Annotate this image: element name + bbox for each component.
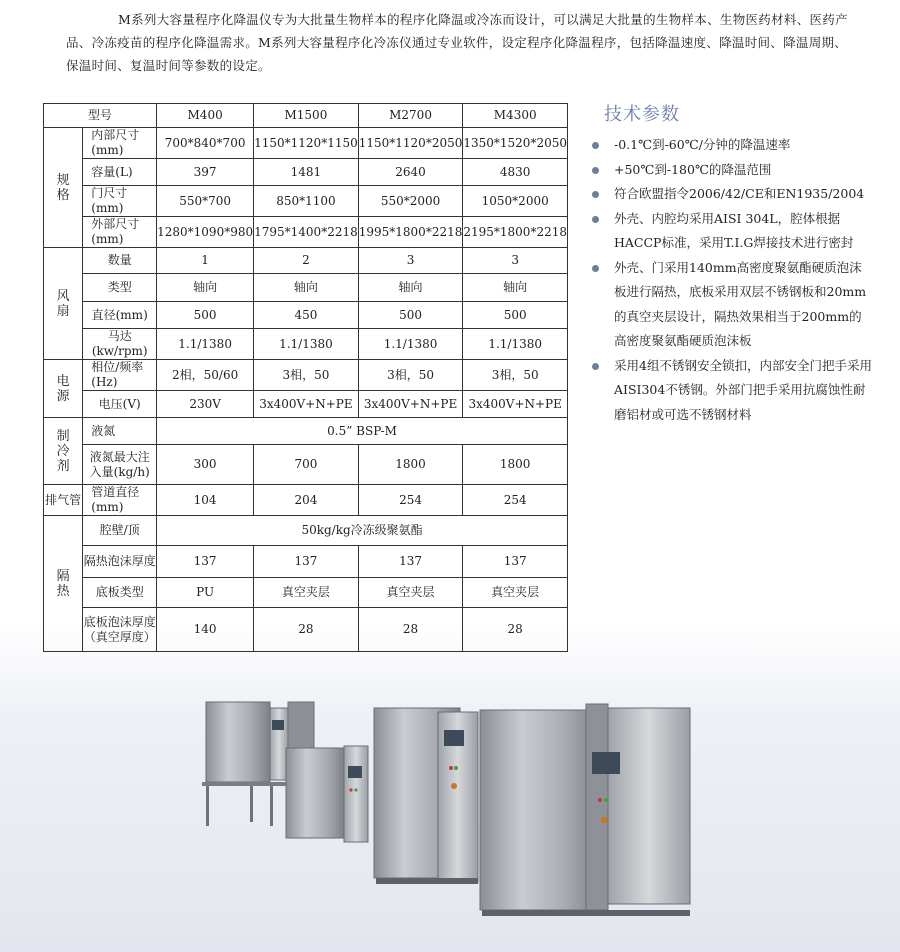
row-label [83,516,157,546]
row-label-text: 内部尺寸(mm) [91,128,140,157]
cell: 1 [157,248,254,274]
cell: 2195*1800*2218 [463,217,568,248]
row-label [83,217,157,248]
group-label-power [44,360,83,418]
cell: 1.1/1380 [358,329,463,360]
cell: 1.1/1380 [254,329,359,360]
cell: 3相，50 [254,360,359,391]
bullet-icon [592,142,599,149]
table-row [44,485,568,516]
cell: 1481 [254,159,359,186]
cell: 137 [358,546,463,578]
group-text: 风扇 [56,288,70,319]
group-label-fan [44,248,83,360]
list-item [592,182,872,207]
cell: 轴向 [463,274,568,302]
cell: 1800 [358,445,463,485]
cabinet-m1500 [286,746,368,842]
intro-paragraph: M系列大容量程序化降温仪专为大批量生物样本的程序化降温或冷冻而设计，可以满足大批量的生物样本、生物医药材料、医药产品、冷冻疫苗的程序化降温需求。M系列大容量程序化冷冻仪通过专业软件，设定程序化降温程序，包括降温速度、降温时间、降温周期、保温时间、复温时间等参数的设定。 [66,12,848,73]
cabinet-m4300 [480,704,690,916]
product-photo [188,690,708,930]
table-row [44,578,568,608]
spec-table [43,103,568,652]
row-label [83,418,157,445]
row-label [83,485,157,516]
cell: 3相，50 [463,360,568,391]
cell: 1350*1520*2050 [463,128,568,159]
cell: 3x400V+N+PE [463,391,568,418]
cell: 1795*1400*2218 [254,217,359,248]
row-label [83,578,157,608]
row-label [83,274,157,302]
row-label [83,186,157,217]
row-label [83,159,157,186]
table-row [44,248,568,274]
tech-params-list [592,133,872,427]
row-label [83,302,157,329]
cell: 2640 [358,159,463,186]
tech-params-title: 技术参数 [604,104,680,125]
group-text: 排气管 [45,492,82,507]
list-item [592,207,872,256]
table-header-row [44,104,568,128]
cell: 500 [157,302,254,329]
cell: 真空夹层 [254,578,359,608]
header-model: M2700 [358,104,463,128]
cell-merged: 50kg/kg冷冻级聚氨酯 [157,516,568,546]
cell: 850*1100 [254,186,359,217]
group-text: 制冷剂 [56,428,70,474]
bullet-icon [592,216,599,223]
cell: 1050*2000 [463,186,568,217]
row-label-text: 直径(mm) [91,307,148,322]
cell: 397 [157,159,254,186]
table-row [44,391,568,418]
cell: 204 [254,485,359,516]
header-model: M1500 [254,104,359,128]
cell: 3相，50 [358,360,463,391]
cell: 137 [463,546,568,578]
cell: 140 [157,608,254,652]
list-item-text: 外壳、内腔均采用AISI 304L，腔体根据HACCP标准，采用T.I.G焊接技术进行密封 [614,210,854,250]
cell: 700 [254,445,359,485]
header-model-label: 型号 [44,104,157,128]
cell: 1.1/1380 [157,329,254,360]
table-row [44,418,568,445]
table-row [44,608,568,652]
cell: 300 [157,445,254,485]
table-row [44,128,568,159]
cell: 轴向 [358,274,463,302]
list-item-text: 符合欧盟指令2006/42/CE和EN1935/2004 [614,186,865,201]
row-label-text: 外部尺寸(mm) [91,217,140,246]
cell: 550*2000 [358,186,463,217]
cell: 230V [157,391,254,418]
cell: 真空夹层 [358,578,463,608]
row-label-text: 底板泡沫厚度 [83,614,156,629]
cell-merged: 0.5” BSP-M [157,418,568,445]
table-row [44,516,568,546]
row-label [83,608,157,652]
row-label [83,248,157,274]
row-label-text: 腔壁/顶 [99,523,140,537]
row-label-text: 马达(kw/rpm) [91,329,148,358]
cell: 1280*1090*980 [157,217,254,248]
cell: 550*700 [157,186,254,217]
bullet-icon [592,191,599,198]
row-label-text: 门尺寸(mm) [91,186,128,215]
cabinet-m2700 [374,708,478,884]
cell: 28 [254,608,359,652]
row-label-text: 隔热泡沫厚度 [83,554,156,568]
group-label-refrigerant [44,418,83,485]
group-label-spec [44,128,83,248]
group-text: 隔热 [56,568,70,599]
row-label-text: 电压(V) [98,396,141,411]
row-label-text: 相位/频率(Hz) [91,360,144,389]
cell: 500 [463,302,568,329]
cell: 4830 [463,159,568,186]
cell: 28 [358,608,463,652]
table-row [44,360,568,391]
list-item [592,354,872,428]
list-item-text: 采用4组不锈钢安全锁扣，内部安全门把手采用AISI304不锈钢。外部门把手采用抗腐蚀性耐磨铝材或可选不锈钢材料 [614,357,872,422]
table-row [44,302,568,329]
row-label-text: 容量(L) [91,164,133,179]
cell: 28 [463,608,568,652]
cell: 104 [157,485,254,516]
cell: 700*840*700 [157,128,254,159]
row-label [83,329,157,360]
row-label-text: 管道直径(mm) [91,485,140,514]
row-label [83,445,157,485]
cell: 450 [254,302,359,329]
row-label [83,360,157,391]
cell: 137 [157,546,254,578]
list-item-text: 外壳、门采用140mm高密度聚氨酯硬质泡沫板进行隔热，底板采用双层不锈钢板和20mm的真空夹层设计，隔热效果相当于200mm的高密度聚氨酯硬质泡沫板 [614,259,867,348]
table-row [44,274,568,302]
cell: 1800 [463,445,568,485]
cell: 3x400V+N+PE [254,391,359,418]
row-label-text: （真空厚度） [83,629,156,644]
cell: 1150*1120*1150 [254,128,359,159]
cell: 1.1/1380 [463,329,568,360]
list-item-text: -0.1℃到-60℃/分钟的降温速率 [614,137,791,152]
group-label-insulation [44,516,83,652]
group-label-exhaust [44,485,83,516]
cell: 3 [463,248,568,274]
list-item-text: +50℃到-180℃的降温范围 [614,161,772,177]
row-label-text: 类型 [107,280,132,294]
row-label [83,391,157,418]
table-row [44,546,568,578]
bullet-icon [592,265,599,272]
row-label-text: 液氮最大注入量(kg/h) [89,449,150,479]
row-label [83,128,157,159]
list-item [592,158,872,183]
list-item [592,133,872,158]
cell: 2 [254,248,359,274]
row-label [83,546,157,578]
cell: 2相，50/60 [157,360,254,391]
cell: 500 [358,302,463,329]
cell: 254 [358,485,463,516]
cell: 3x400V+N+PE [358,391,463,418]
header-model: M400 [157,104,254,128]
cell: 1150*1120*2050 [358,128,463,159]
cell: 1995*1800*2218 [358,217,463,248]
table-row [44,159,568,186]
list-item [592,256,872,354]
row-label-text: 液氮 [91,423,116,438]
group-text: 电源 [56,373,70,404]
table-row [44,445,568,485]
group-text: 规格 [56,172,70,203]
row-label-text: 底板类型 [95,585,144,599]
cell: 轴向 [157,274,254,302]
table-row [44,217,568,248]
cell: 真空夹层 [463,578,568,608]
cell: 轴向 [254,274,359,302]
cell: 254 [463,485,568,516]
row-label-text: 数量 [107,253,132,267]
table-row [44,186,568,217]
table-row [44,329,568,360]
header-model: M4300 [463,104,568,128]
cell: 3 [358,248,463,274]
cell: PU [157,578,254,608]
cell: 137 [254,546,359,578]
bullet-icon [592,167,599,174]
bullet-icon [592,363,599,370]
